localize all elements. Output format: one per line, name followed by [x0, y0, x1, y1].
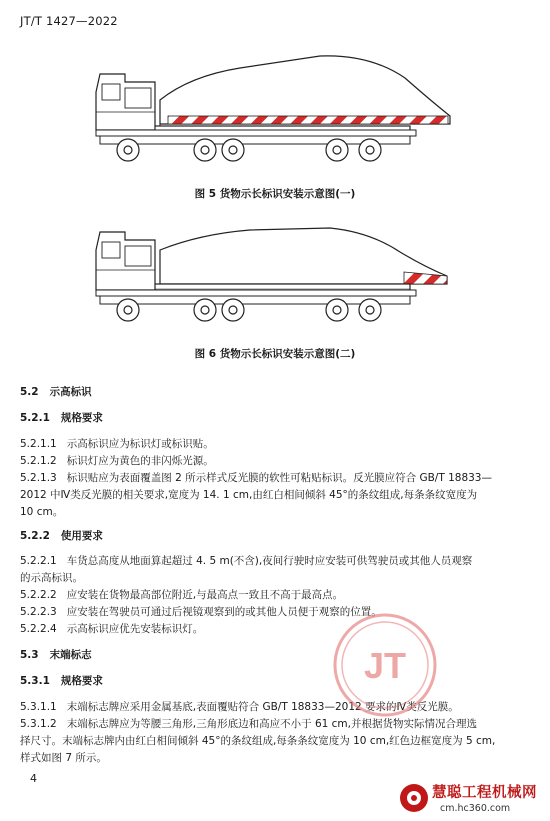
- clause-5-3-1-2-line-3: 样式如图 7 所示。: [20, 752, 107, 764]
- clause-number: 5.2.1.2: [20, 455, 57, 467]
- page-number: 4: [30, 772, 37, 785]
- section-5-2-heading: [20, 384, 92, 400]
- site-logo-url: cm.hc360.com: [440, 803, 511, 814]
- figure-6-caption: 图 6 货物示长标识安装示意图(二): [194, 348, 356, 360]
- clause-number: 5.2.2.3: [20, 606, 57, 618]
- clause-5-2-2-1-line-2: 的示高标识。: [20, 572, 83, 584]
- section-5-2-2-heading: [20, 528, 103, 544]
- clause-text: 应安装在货物最高部位附近,与最高点一致且不高于最高点。: [66, 589, 344, 601]
- clause-5-2-1-1: [20, 436, 214, 452]
- section-5-3-1-heading: [20, 673, 103, 689]
- clause-text: 应安装在驾驶员可通过后视镜观察到的或其他人员便于观察的位置。: [66, 606, 382, 618]
- section-number: 5.3.1: [20, 675, 50, 687]
- clause-text: 标识贴应为表面覆盖图 2 所示样式反光膜的软性可粘贴标识。反光膜应符合 GB/T 18833—: [66, 472, 492, 484]
- clause-text: 示高标识应优先安装标识灯。: [66, 623, 204, 635]
- section-title: 末端标志: [49, 649, 92, 661]
- section-title: 规格要求: [60, 412, 103, 424]
- clause-number: 5.2.2.1: [20, 555, 57, 567]
- clause-5-2-2-4: [20, 621, 203, 637]
- clause-text: 末端标志牌应采用金属基底,表面覆贴符合 GB/T 18833—2012 要求的Ⅳ类反光膜。: [66, 701, 459, 713]
- section-title: 使用要求: [60, 530, 103, 542]
- site-logo-text: 慧聪工程机械网: [432, 785, 537, 801]
- clause-5-2-1-3-line-3: 10 cm。: [20, 506, 64, 518]
- section-5-2-1-heading: [20, 410, 103, 426]
- clause-number: 5.2.2.2: [20, 589, 57, 601]
- clause-text: 标识灯应为黄色的非闪烁光源。: [66, 455, 214, 467]
- clause-text: 末端标志牌应为等腰三角形,三角形底边和高应不小于 61 cm,并根据货物实际情况合理选: [66, 718, 477, 730]
- stamp-text: JT: [363, 645, 407, 686]
- section-title: 规格要求: [60, 675, 103, 687]
- clause-text: 示高标识应为标识灯或标识贴。: [66, 438, 214, 450]
- figure-5-truck-drawing: [0, 38, 550, 183]
- clause-text: 车货总高度从地面算起超过 4. 5 m(不含),夜间行驶时应安装可供驾驶员或其他人员观察: [66, 555, 473, 567]
- clause-5-2-2-2: [20, 587, 343, 603]
- section-number: 5.2.1: [20, 412, 50, 424]
- clause-5-3-1-2-line-2: 择尺寸。末端标志牌内由红白相间倾斜 45°的条纹组成,每条条纹宽度为 10 cm,红色边框宽度为 5 cm,: [20, 735, 496, 747]
- figure-6-truck-drawing: [0, 212, 550, 342]
- clause-5-2-1-3: [20, 470, 492, 486]
- section-number: 5.3: [20, 649, 39, 661]
- clause-5-2-2-1: [20, 553, 472, 569]
- figure-5-caption: 图 5 货物示长标识安装示意图(一): [194, 188, 356, 200]
- clause-number: 5.3.1.2: [20, 718, 57, 730]
- section-number: 5.2: [20, 386, 39, 398]
- clause-5-2-1-2: [20, 453, 214, 469]
- standard-code: JT/T 1427—2022: [20, 14, 118, 28]
- section-number: 5.2.2: [20, 530, 50, 542]
- clause-number: 5.2.1.3: [20, 472, 57, 484]
- clause-5-2-2-3: [20, 604, 382, 620]
- clause-5-2-1-3-line-2: 2012 中Ⅳ类反光膜的相关要求,宽度为 14. 1 cm,由红白相间倾斜 45°的条纹组成,每条条纹宽度为: [20, 489, 478, 501]
- clause-number: 5.2.1.1: [20, 438, 57, 450]
- section-5-3-heading: [20, 647, 92, 663]
- section-title: 示高标识: [49, 386, 92, 398]
- jt-stamp-watermark: [330, 610, 440, 720]
- clause-number: 5.2.2.4: [20, 623, 57, 635]
- clause-number: 5.3.1.1: [20, 701, 57, 713]
